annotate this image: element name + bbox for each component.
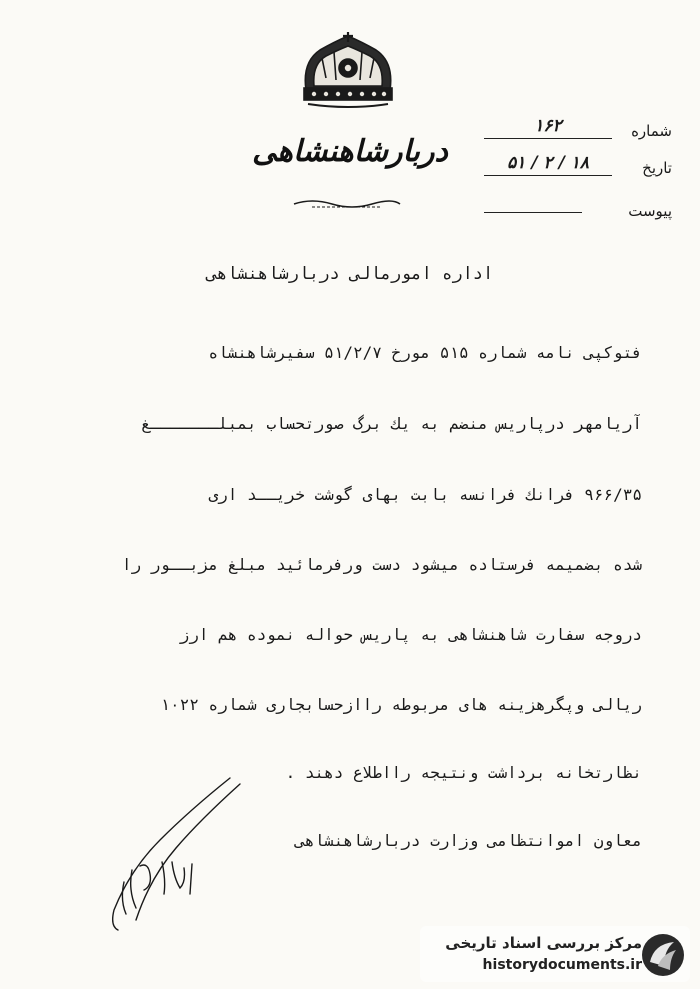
- watermark-site: historydocuments.ir: [482, 957, 642, 973]
- number-value: ۱۶۲: [534, 116, 562, 136]
- body-line: شده بضمیمه فرستاده میشود دست ورفرمائید مبلغ مزبــور را: [121, 555, 642, 574]
- body-line: دروجه سفارت شاهنشاهی به پاریس حواله نموده هم ارز: [179, 625, 642, 644]
- handwritten-signature: [80, 770, 260, 940]
- letterhead-title: دربارشاهنشاهی: [252, 134, 448, 169]
- attachment-rule: [484, 212, 582, 213]
- date-value: ۱۸ / ۲ / ۵۱: [507, 153, 589, 173]
- title-flourish: [292, 196, 402, 212]
- archive-logo-icon: [640, 932, 686, 978]
- body-line: آریامهر درپاریس منضم به یك برگ صورتحساب بمبلـــــــغ: [141, 414, 642, 433]
- body-line: نظارتخانه برداشت ونتیجه رااطلاع دهند .: [285, 763, 642, 782]
- addressee: اداره امورمالی دربارشاهنشاهی: [206, 264, 494, 284]
- date-label: تاریخ: [642, 159, 672, 177]
- signatory-title: معاون اموانتظامی وزارت دربارشاهنشاهی: [295, 831, 642, 850]
- date-rule: [484, 175, 612, 176]
- body-line: فتوکپی نامه شماره ۵۱۵ مورخ ۵۱/۲/۷ سفیرشاهنشاه: [208, 343, 642, 362]
- attachment-label: پیوست: [628, 202, 672, 220]
- number-field: [482, 116, 672, 146]
- watermark-org-name: مرکز بررسی اسناد تاریخی: [445, 934, 642, 952]
- body-line: ریالی وپگرهزینه های مربوطه راازحسابجاری شماره ۱۰۲۲: [160, 695, 642, 714]
- attachment-field: [482, 200, 672, 226]
- number-label: شماره: [631, 122, 672, 140]
- crown-emblem-icon: [296, 28, 400, 110]
- date-field: [482, 153, 672, 183]
- number-rule: [484, 138, 612, 139]
- body-line: ۹۶۶/۳۵ فرانك فرانسه بابت بهای گوشت خریــد اری: [208, 485, 642, 504]
